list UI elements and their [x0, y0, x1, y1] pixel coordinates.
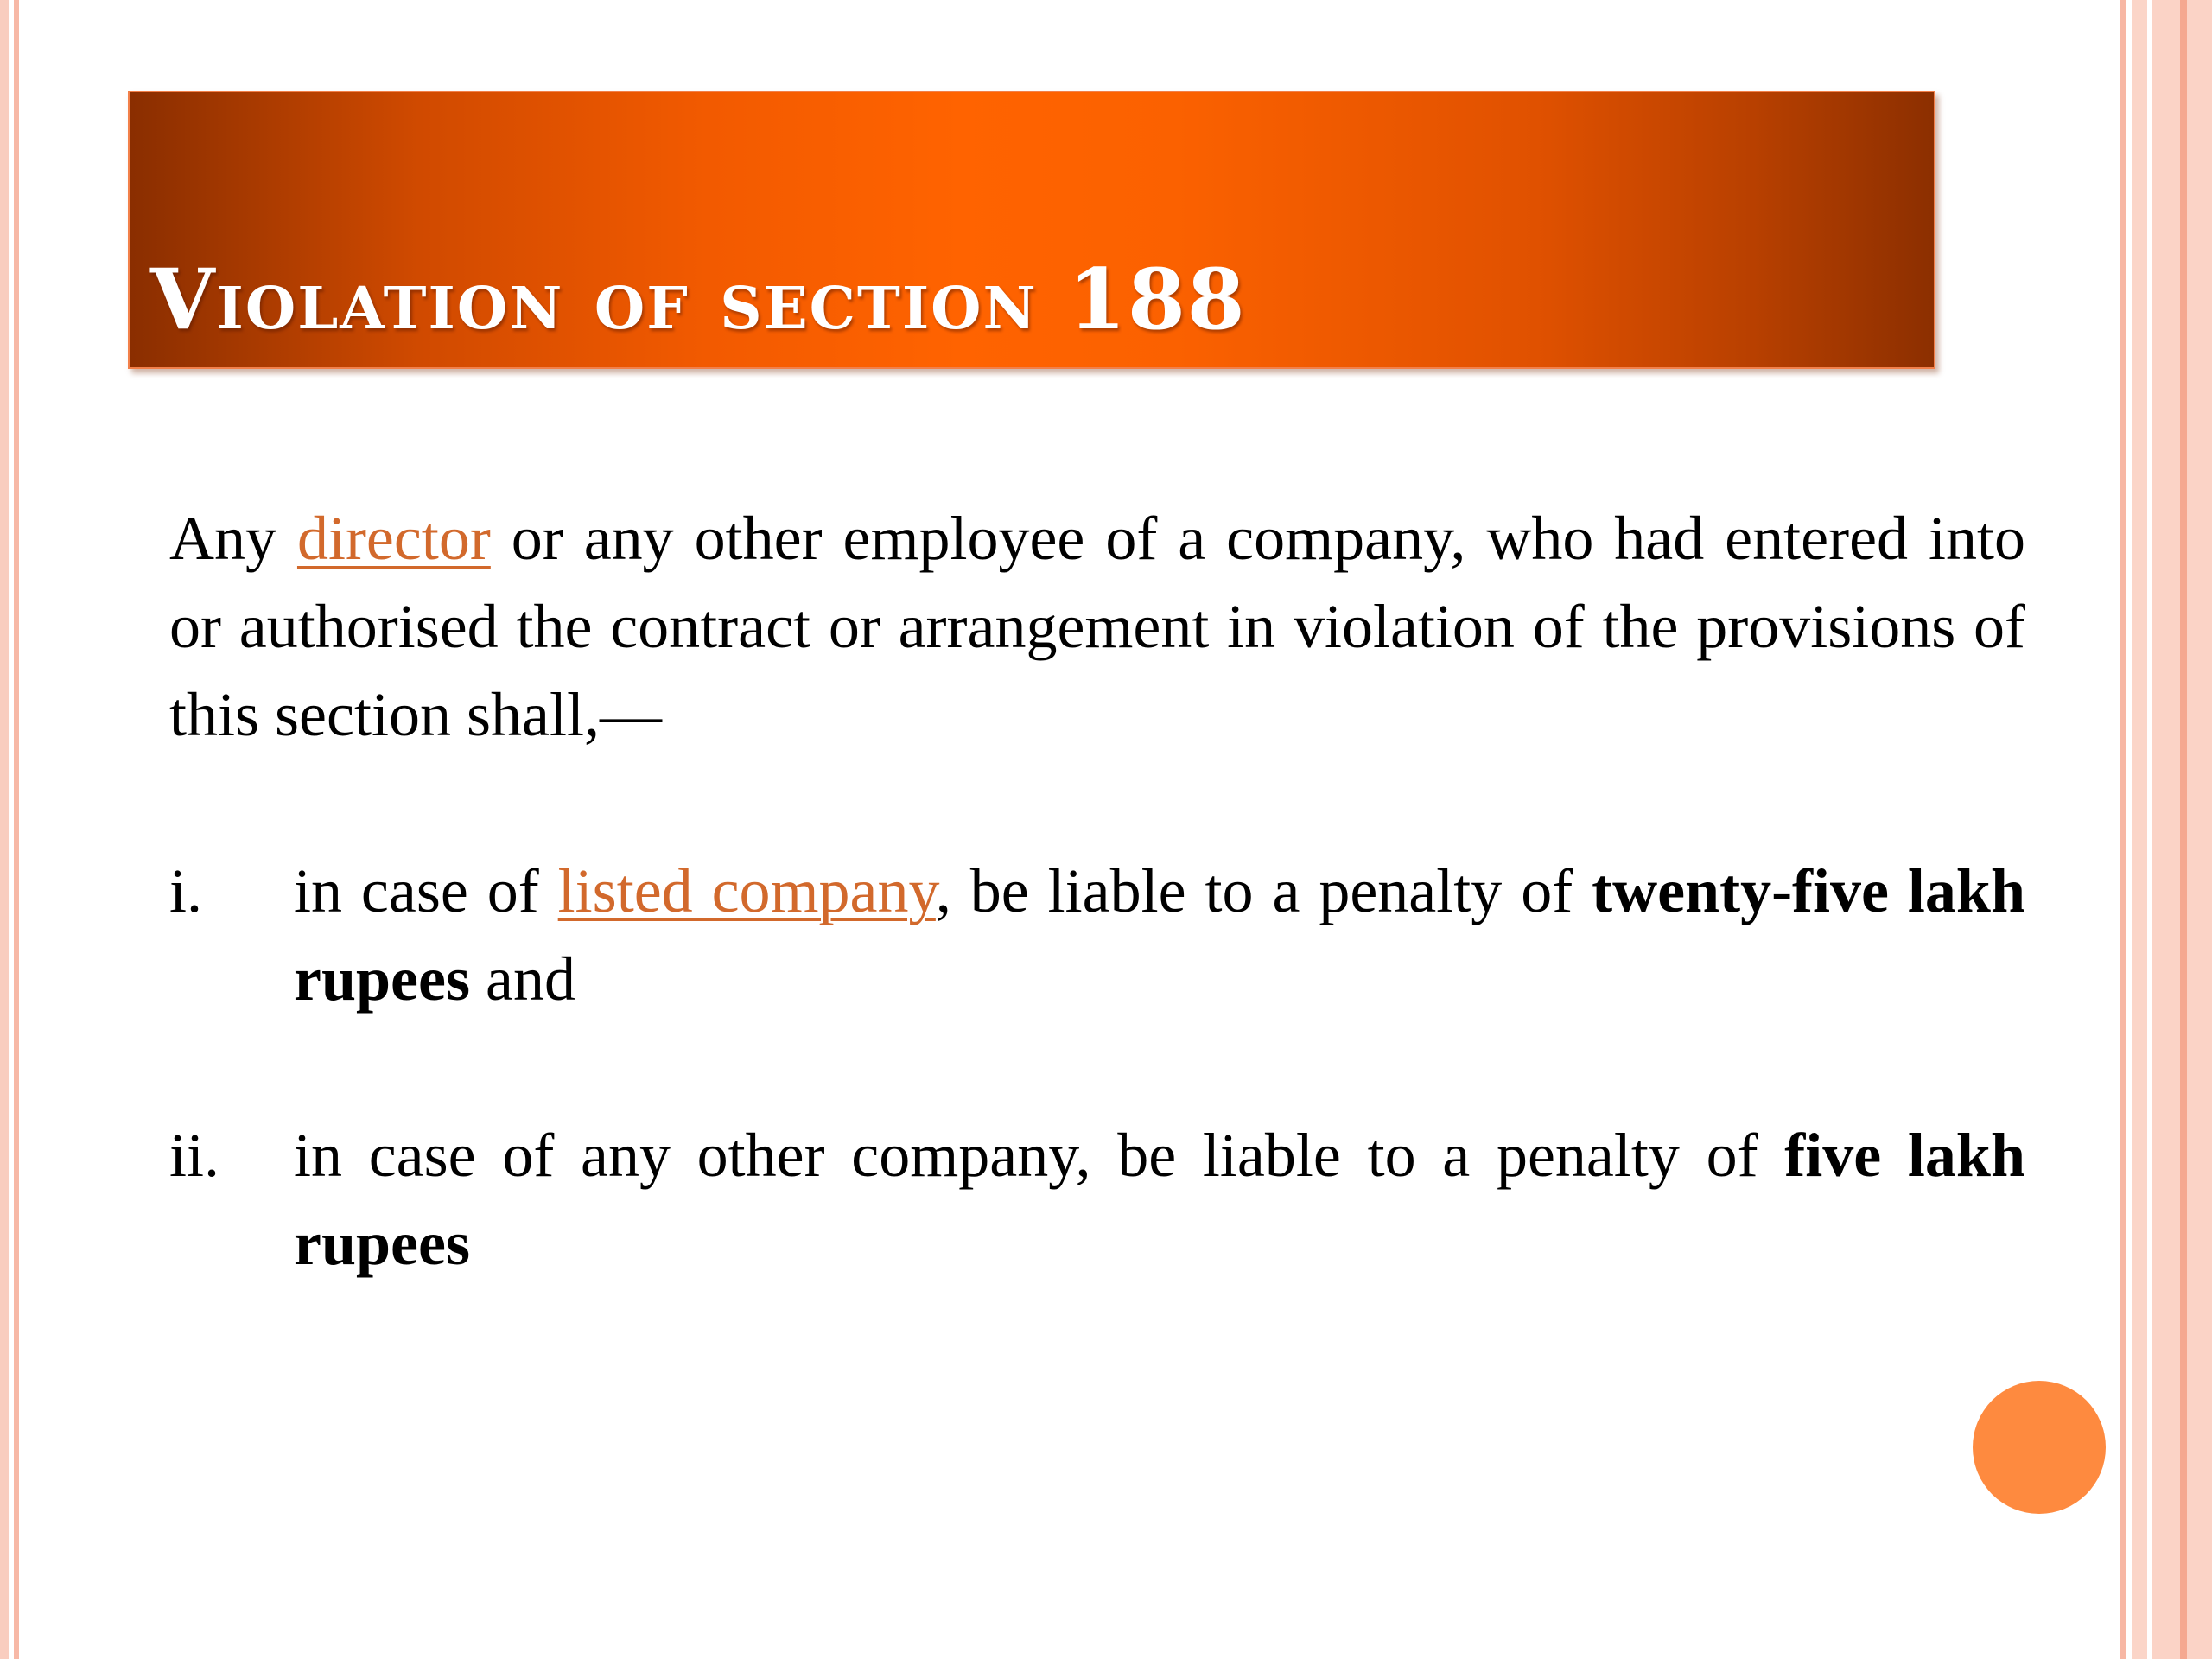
slide-title: Violation of section 188 [150, 251, 1247, 348]
intro-paragraph [169, 494, 2025, 759]
decorative-circle [1973, 1381, 2106, 1514]
item-text-middle: , be liable to a penalty of [935, 856, 1592, 925]
left-decorative-border [0, 0, 22, 1659]
list-item [169, 1111, 2025, 1287]
item-text-start: in case of [294, 856, 558, 925]
item-text-end: and [469, 944, 575, 1014]
list-marker: i. [169, 856, 203, 925]
list-item [169, 847, 2025, 1023]
penalty-amount: twenty-five lakh rupees [294, 856, 2026, 1014]
right-decorative-border [2114, 0, 2212, 1659]
penalty-list [169, 847, 2025, 1287]
intro-text-end: or any other employee of a company, who had entered into or authorised the contract or arrangement in violation of the provisions of this section shall,— [169, 504, 2025, 749]
intro-text-start: Any [169, 504, 297, 573]
list-item-text [294, 847, 2025, 1023]
title-bar [128, 91, 1936, 369]
penalty-amount: five lakh rupees [294, 1121, 2026, 1278]
list-item-text [294, 1111, 2025, 1287]
director-link[interactable]: director [296, 504, 491, 573]
listed-company-link[interactable]: listed company [557, 856, 936, 925]
item-text-start: in case of any other company, be liable to a penalty of [294, 1121, 1785, 1190]
slide-content [169, 494, 2025, 1376]
list-marker: ii. [169, 1121, 220, 1190]
